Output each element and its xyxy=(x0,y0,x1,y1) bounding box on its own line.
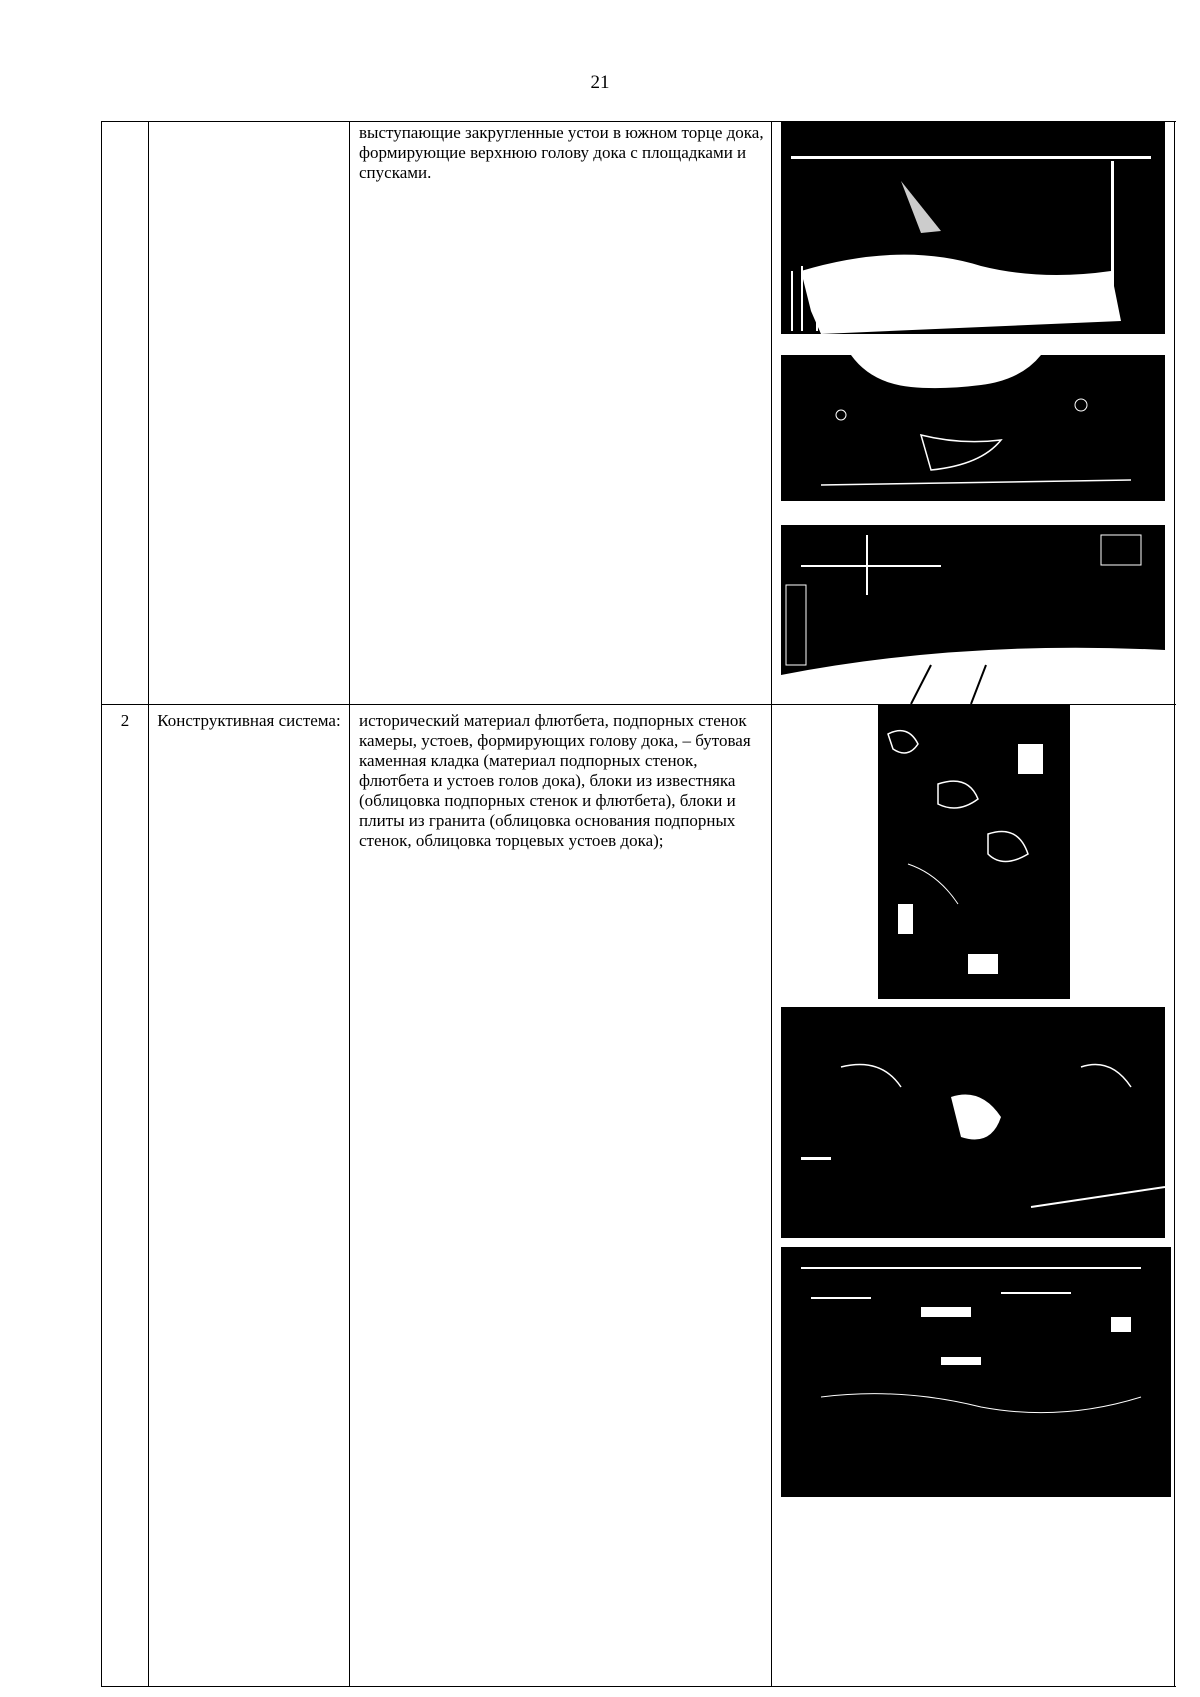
row-name: Конструктивная система: xyxy=(157,711,341,730)
page-number: 21 xyxy=(590,72,610,93)
row-number: 2 xyxy=(120,711,130,730)
masonry-wall-photo xyxy=(878,704,1070,999)
dock-head-photo xyxy=(781,525,1165,704)
limestone-blocks-photo xyxy=(781,1007,1165,1238)
column-separator xyxy=(349,121,350,1687)
document-table xyxy=(101,121,1176,1687)
row-description: исторический материал флютбета, подпорных стенок камеры, устоев, формирующих голову дока, – бутовая каменная кладка (материал подпорных стенок, флютбета и устоев голов дока), блоки из известняка (облицовка подпорных стенок и флютбета), блоки и плиты из гранита (облицовка основания подпорных стенок, облицовка торцевых устоев дока); xyxy=(359,711,751,850)
row-description: выступающие закругленные устои в южном торце дока, формирующие верхнюю голову дока с площадками и спусками. xyxy=(359,123,764,182)
granite-blocks-photo xyxy=(781,1247,1171,1497)
column-separator xyxy=(148,121,149,1687)
dock-south-end-photo xyxy=(781,121,1165,334)
table-border-left xyxy=(101,121,102,1687)
table-border-bottom xyxy=(101,1686,1176,1687)
table-border-right xyxy=(1174,121,1175,1687)
dock-wall-photo xyxy=(781,355,1165,501)
column-separator xyxy=(771,121,772,1687)
